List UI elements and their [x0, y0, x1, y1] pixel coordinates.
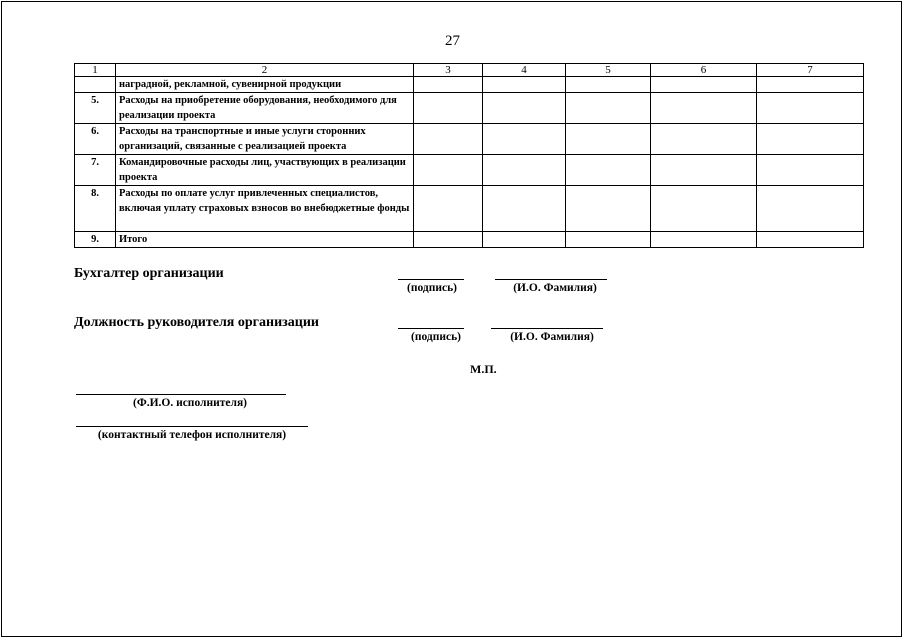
page-number: 27: [445, 33, 460, 49]
row-number: 5.: [75, 93, 116, 124]
table-cell: [651, 93, 757, 124]
table-cell: [483, 77, 566, 93]
column-header: 1: [75, 64, 116, 77]
budget-table: [74, 63, 864, 248]
table-cell: [757, 232, 864, 248]
row-description: Расходы на приобретение оборудования, необходимого для реализации проекта: [116, 93, 414, 124]
table-cell: [566, 155, 651, 186]
accountant-signature-line: [398, 279, 464, 280]
row-description: Расходы по оплате услуг привлеченных специалистов, включая уплату страховых взносов во внебюджетные фонды: [116, 186, 414, 232]
table-cell: [566, 124, 651, 155]
table-cell: [414, 155, 483, 186]
table-cell: [566, 93, 651, 124]
head-position-label: Должность руководителя организации: [74, 315, 319, 330]
table-cell: [757, 155, 864, 186]
accountant-label: Бухгалтер организации: [74, 266, 224, 281]
table-row: [75, 186, 864, 232]
table-cell: [566, 77, 651, 93]
table-cell: [414, 232, 483, 248]
row-number: 6.: [75, 124, 116, 155]
column-header: 6: [651, 64, 757, 77]
executor-phone-caption: (контактный телефон исполнителя): [97, 429, 287, 441]
accountant-name-caption: (И.О. Фамилия): [513, 282, 597, 294]
head-signature-caption: (подпись): [411, 331, 461, 343]
executor-phone-line: [76, 426, 308, 427]
row-description: наградной, рекламной, сувенирной продукции: [116, 77, 414, 93]
table-cell: [414, 77, 483, 93]
table-cell: [651, 77, 757, 93]
head-signature-line: [398, 328, 464, 329]
row-description: Командировочные расходы лиц, участвующих в реализации проекта: [116, 155, 414, 186]
column-header: 4: [483, 64, 566, 77]
table-cell: [483, 232, 566, 248]
row-number: 7.: [75, 155, 116, 186]
table-row: [75, 93, 864, 124]
row-number: 8.: [75, 186, 116, 232]
column-header: 3: [414, 64, 483, 77]
head-name-caption: (И.О. Фамилия): [510, 331, 594, 343]
table-cell: [483, 186, 566, 232]
column-header: 5: [566, 64, 651, 77]
table-cell: [757, 93, 864, 124]
table-cell: [414, 93, 483, 124]
column-header: 2: [116, 64, 414, 77]
table-header-row: [75, 64, 864, 77]
row-number: 9.: [75, 232, 116, 248]
table-cell: [566, 186, 651, 232]
table-row: [75, 77, 864, 93]
table-cell: [651, 124, 757, 155]
table-row: [75, 232, 864, 248]
row-description: Расходы на транспортные и иные услуги сторонних организаций, связанные с реализацией проекта: [116, 124, 414, 155]
table-cell: [757, 77, 864, 93]
table-cell: [566, 232, 651, 248]
table-row: [75, 124, 864, 155]
table-cell: [483, 93, 566, 124]
table-cell: [483, 124, 566, 155]
table-row: [75, 155, 864, 186]
table-cell: [483, 155, 566, 186]
head-name-line: [491, 328, 603, 329]
stamp-placeholder: М.П.: [470, 362, 497, 376]
table-cell: [414, 124, 483, 155]
table-cell: [651, 232, 757, 248]
accountant-signature-caption: (подпись): [407, 282, 457, 294]
row-description: Итого: [116, 232, 414, 248]
table-cell: [757, 186, 864, 232]
executor-name-caption: (Ф.И.О. исполнителя): [132, 397, 247, 409]
row-number: [75, 77, 116, 93]
executor-name-line: [76, 394, 286, 395]
table-cell: [757, 124, 864, 155]
table-cell: [651, 155, 757, 186]
accountant-name-line: [495, 279, 607, 280]
column-header: 7: [757, 64, 864, 77]
table-cell: [651, 186, 757, 232]
table-cell: [414, 186, 483, 232]
